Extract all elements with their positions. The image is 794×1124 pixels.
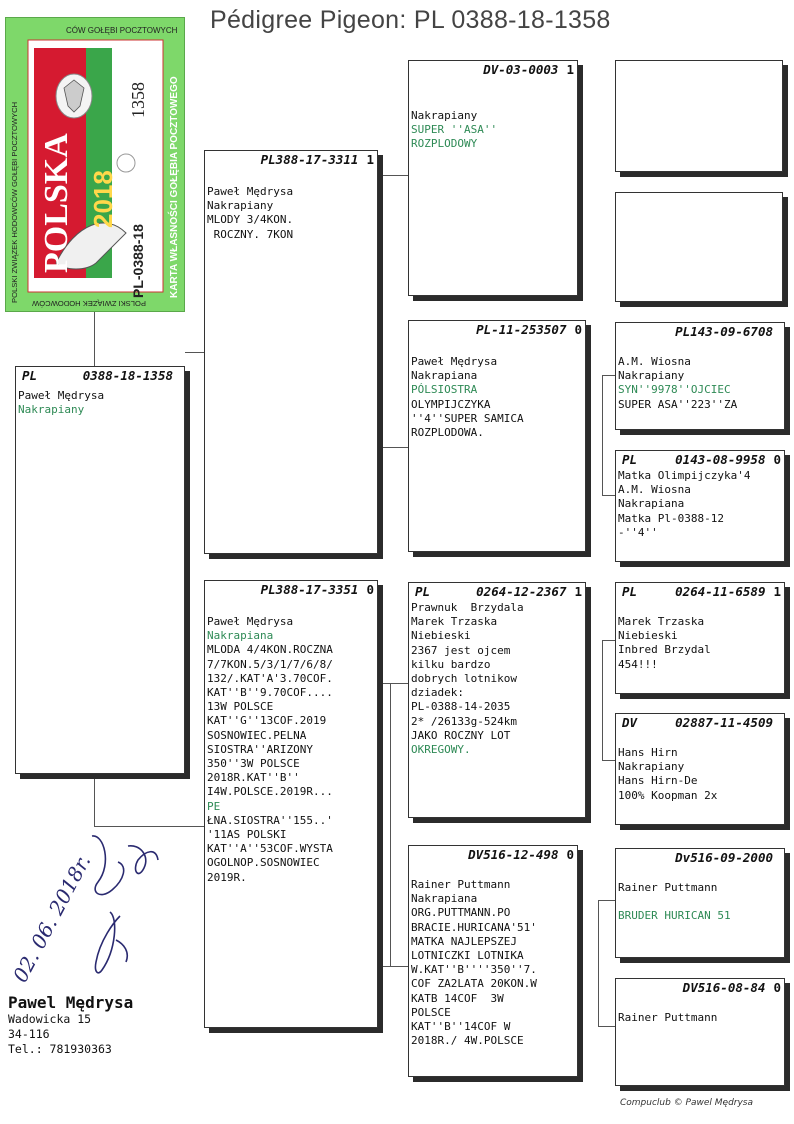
detail-line: OLYMPIJCZYKA [411, 397, 491, 411]
detail-line: 2* /26133g-524km [411, 714, 517, 728]
detail-line: LOTNICZKI LOTNIKA [411, 949, 524, 963]
detail-line: KAT''B''14COF W [411, 1020, 511, 1034]
ring-prefix: PL [622, 452, 638, 467]
detail-line: 2367 jest ojcem [411, 643, 511, 657]
pigeon-box-fmf [615, 322, 785, 430]
detail-line: 13W POLSCE [207, 700, 274, 714]
ring-suffix: 1 [773, 584, 781, 599]
ring-number: 02887-11-4509 [675, 715, 773, 730]
pigeon-details [616, 995, 784, 1025]
detail-line: PÓLSIOSTRA [411, 383, 478, 397]
detail-line: Nakrapiana [207, 629, 274, 643]
pigeon-details [205, 167, 377, 242]
ring-number: 0143-08-9958 [675, 452, 766, 467]
pigeon-box-fmm [615, 450, 785, 562]
ring-number: PL388-17-3311 [260, 152, 359, 167]
connector [602, 375, 603, 495]
ring-suffix: 1 [574, 584, 582, 599]
detail-line: ORG.PUTTMANN.PO [411, 906, 511, 920]
detail-line: 2018R.KAT''B'' [207, 771, 300, 785]
detail-line: SUPER ''ASA'' [411, 123, 498, 137]
detail-line: KAT''B''9.70COF.... [207, 686, 333, 700]
detail-line: MLODY 3/4KON. [207, 213, 294, 227]
card-country: POLSKA [38, 133, 75, 273]
detail-line: Inbred Brzydal [618, 643, 711, 657]
detail-line: Rainer Puttmann [411, 878, 511, 891]
detail-line: Paweł Mędrysa [207, 615, 294, 628]
pigeon-box-mfm [615, 713, 785, 825]
detail-line: MLODA 4/4KON.ROCZNA [207, 643, 333, 657]
owner-street: Wadowicka 15 [8, 1012, 92, 1026]
detail-line: W.KAT''B''''350''7. [411, 963, 537, 977]
detail-line: ROZPLODOWA. [411, 426, 484, 440]
detail-line: Hans Hirn [618, 746, 678, 759]
owner-phone: Tel.: 781930363 [8, 1042, 112, 1056]
pigeon-details [616, 467, 784, 540]
detail-line: 100% Koopman 2x [618, 788, 718, 802]
pigeon-box-subject [15, 366, 185, 774]
ring-number: DV-03-0003 [483, 62, 559, 77]
card-number: 1358 [128, 82, 148, 118]
detail-line: POLSCE [411, 1005, 451, 1019]
ring-number: Dv516-09-2000 [675, 850, 773, 865]
ring-number: 0264-12-2367 [476, 584, 567, 599]
connector [378, 175, 379, 447]
detail-line: PE [207, 799, 221, 813]
detail-line: 132/.KAT'A'3.70COF. [207, 671, 333, 685]
pigeon-details [205, 597, 377, 885]
detail-line: 350''3W POLSCE [207, 757, 300, 771]
ring-number: DV516-12-498 [468, 847, 559, 862]
pigeon-box-fm [408, 320, 586, 552]
detail-line: KAT''A''53COF.WYSTA [207, 842, 333, 856]
pigeon-details [16, 383, 184, 417]
ring-suffix: 0 [366, 582, 374, 597]
ring-suffix: 1 [366, 152, 374, 167]
pigeon-box-mother [204, 580, 378, 1028]
connector [598, 1026, 615, 1027]
pigeon-details [409, 337, 585, 440]
ring-suffix: 0 [574, 322, 582, 337]
detail-line: SYN''9978''OJCIEC [618, 383, 731, 397]
owner-zip: 34-116 [8, 1027, 50, 1041]
detail-line: Paweł Mędrysa [18, 389, 105, 402]
detail-line: dziadek: [411, 686, 464, 700]
detail-line: OKREGOWY. [411, 743, 471, 757]
detail-line: 2018R./ 4W.POLSCE [411, 1034, 524, 1048]
detail-line: Matka Olimpijczyka'4 [618, 469, 751, 482]
connector [378, 175, 408, 176]
pigeon-details [616, 339, 784, 412]
ring-prefix: PL [22, 368, 38, 383]
detail-line: PL-0388-14-2035 [411, 700, 511, 714]
detail-line [618, 895, 781, 909]
detail-line: Rainer Puttmann [618, 881, 718, 894]
detail-line: ''4''SUPER SAMICA [411, 411, 524, 425]
pigeon-details [409, 862, 577, 1048]
connector [378, 966, 408, 967]
detail-line: Nakrapiany [618, 369, 685, 383]
detail-line: Rainer Puttmann [618, 1011, 718, 1024]
detail-line: Marek Trzaska [618, 615, 705, 628]
ownership-card [5, 17, 185, 312]
ring-number: 0264-11-6589 [675, 584, 766, 599]
ring-prefix: DV [622, 715, 638, 730]
pigeon-box-mmm [615, 978, 785, 1086]
connector [378, 447, 408, 448]
detail-line: OGOLNOP.SOSNOWIEC [207, 856, 320, 870]
card-ring: PL-0388-18 [130, 224, 146, 298]
connector [94, 312, 95, 368]
pigeon-details [616, 730, 784, 803]
ring-suffix: 0 [566, 847, 574, 862]
detail-line: Paweł Mędrysa [411, 355, 498, 368]
detail-line: Nakrapiana [411, 369, 478, 383]
card-vertical-title: KARTA WŁASNOŚCI GOŁĘBIA POCZTOWEGO [169, 76, 180, 298]
detail-line: '11AS POLSKI [207, 828, 287, 842]
owner-block [8, 993, 133, 1057]
connector [602, 495, 615, 496]
detail-line: Nakrapiany [618, 760, 685, 774]
connector [602, 640, 603, 760]
page-title: Pédigree Pigeon: PL 0388-18-1358 [210, 6, 611, 34]
detail-line: Nakrapiany [18, 403, 85, 417]
detail-line: SUPER ASA''223''ZA [618, 397, 738, 411]
detail-line: 7/7KON.5/3/1/7/6/8/ [207, 657, 333, 671]
detail-line: Niebieski [411, 629, 471, 643]
connector [602, 640, 615, 641]
connector [390, 683, 391, 966]
pigeon-box-mf [408, 582, 586, 818]
owner-name: Pawel Mędrysa [8, 993, 134, 1012]
pigeon-box-mm [408, 845, 578, 1077]
detail-line: ŁNA.SIOSTRA''155..' [207, 813, 333, 827]
pigeon-details [616, 865, 784, 924]
detail-line: Marek Trzaska [411, 615, 498, 629]
detail-line: Niebieski [618, 629, 678, 643]
card-bottom-text: POLSKI ZWIĄZEK HODOWCÓW [32, 299, 146, 308]
pigeon-box-mff [615, 582, 785, 694]
detail-line: Nakrapiany [411, 109, 478, 122]
detail-line: ROCZNY. 7KON [207, 227, 294, 241]
card-year: 2018 [88, 170, 118, 228]
pigeon-box-mmf [615, 848, 785, 958]
detail-line: dobrych lotnikow [411, 672, 517, 686]
ring-number: DV516-08-84 [682, 980, 766, 995]
ring-prefix: PL [415, 584, 431, 599]
card-arc-text: CÓW GOŁĘBI POCZTOWYCH [66, 26, 178, 35]
ring-suffix: 0 [773, 452, 781, 467]
detail-line: A.M. Wiosna [618, 483, 691, 497]
footer-credit: Compuclub © Pawel Mędrysa [620, 1098, 754, 1108]
ownership-card-graphic [6, 18, 186, 313]
detail-line: Matka Pl-0388-12 [618, 511, 724, 525]
detail-line: Hans Hirn-De [618, 774, 698, 788]
detail-line: BRACIE.HURICANA'51' [411, 920, 537, 934]
pigeon-box-ffm [615, 192, 783, 302]
detail-line: -''4'' [618, 525, 658, 539]
ring-number: PL388-17-3351 [260, 582, 359, 597]
signature-date: 02. 06. 2018r. [8, 850, 96, 987]
ring-suffix: 1 [566, 62, 574, 77]
connector [185, 352, 205, 353]
detail-line: COF ZA2LATA 20KON.W [411, 977, 537, 991]
detail-line: A.M. Wiosna [618, 355, 691, 368]
detail-line: Prawnuk Brzydala [411, 601, 524, 614]
detail-line: 454!!! [618, 657, 658, 671]
connector [602, 375, 615, 376]
detail-line: BRUDER HURICAN 51 [618, 909, 731, 923]
pigeon-box-ff [408, 60, 578, 296]
pigeon-box-fff [615, 60, 783, 172]
connector [598, 900, 599, 1026]
eagle-emblem-icon [56, 74, 92, 118]
detail-line: Paweł Mędrysa [207, 185, 294, 198]
detail-line: KAT''G''13COF.2019 [207, 714, 327, 728]
ring-number: 0388-18-1358 [82, 368, 173, 383]
detail-line: MATKA NAJLEPSZEJ [411, 934, 517, 948]
detail-line: Nakrapiany [207, 199, 274, 213]
pigeon-details [616, 599, 784, 672]
pigeon-box-father [204, 150, 378, 554]
pigeon-details [409, 599, 585, 757]
connector [378, 683, 408, 684]
connector [598, 900, 615, 901]
ring-prefix: PL [622, 584, 638, 599]
detail-line: Nakrapiana [411, 892, 478, 906]
connector [602, 760, 615, 761]
detail-line: 2019R. [207, 870, 247, 884]
detail-line: JAKO ROCZNY LOT [411, 728, 511, 742]
card-side-text: POLSKI ZWIĄZEK HODOWCÓW GOŁĘBI POCZTOWYCH [10, 101, 19, 303]
detail-line: ROZPLODOWY [411, 137, 478, 151]
detail-line: kilku bardzo [411, 657, 491, 671]
ring-number: PL-11-253507 [476, 322, 567, 337]
detail-line: Nakrapiana [618, 497, 685, 511]
pigeon-details [409, 77, 577, 152]
detail-line: I4W.POLSCE.2019R... [207, 785, 333, 799]
detail-line: SIOSTRA''ARIZONY [207, 742, 313, 756]
detail-line: KATB 14COF 3W [411, 991, 504, 1005]
detail-line: SOSNOWIEC.PELNA [207, 728, 307, 742]
ring-number: PL143-09-6708 [675, 324, 773, 339]
ring-suffix: 0 [773, 980, 781, 995]
